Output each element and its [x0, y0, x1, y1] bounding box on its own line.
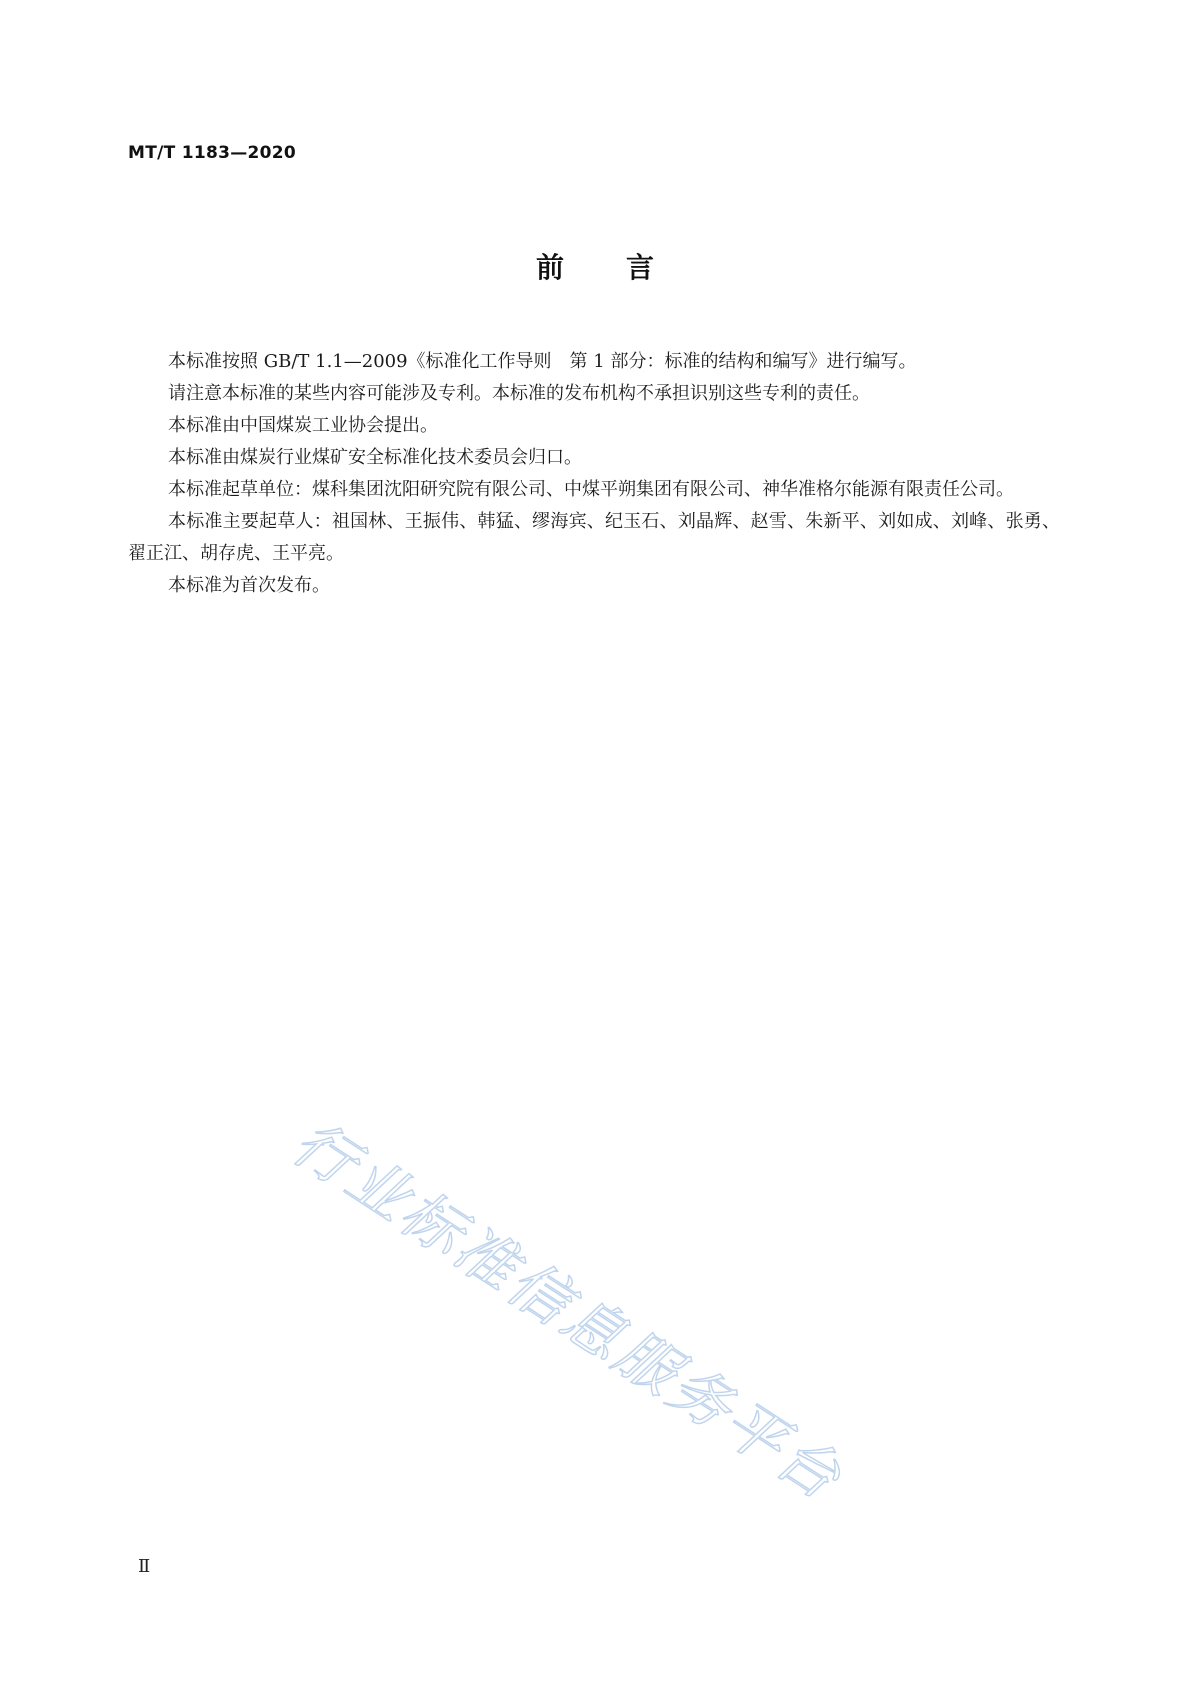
foreword-body — [128, 346, 1060, 602]
page-number: Ⅱ — [138, 1556, 151, 1577]
standard-code: MT/T 1183—2020 — [128, 143, 297, 163]
paragraph-main-drafters: 本标准主要起草人：祖国林、王振伟、韩猛、缪海宾、纪玉石、刘晶辉、赵雪、朱新平、刘如成、刘峰、张勇、翟正江、胡存虎、王平亮。 — [128, 511, 1060, 564]
page-title: 前言 — [535, 251, 716, 284]
paragraph-patent-notice: 请注意本标准的某些内容可能涉及专利。本标准的发布机构不承担识别这些专利的责任。 — [168, 383, 870, 404]
paragraph-proposer: 本标准由中国煤炭工业协会提出。 — [168, 415, 438, 436]
watermark: 行业标准信息服务平台 — [280, 1107, 856, 1516]
paragraph-first-publication: 本标准为首次发布。 — [168, 575, 330, 596]
paragraph-drafting-rules: 本标准按照 GB/T 1.1—2009《标准化工作导则 第 1 部分：标准的结构和编写》进行编写。 — [168, 351, 917, 372]
paragraph-drafting-organizations: 本标准起草单位：煤科集团沈阳研究院有限公司、中煤平朔集团有限公司、神华准格尔能源有限责任公司。 — [168, 479, 1014, 500]
paragraph-technical-committee: 本标准由煤炭行业煤矿安全标准化技术委员会归口。 — [168, 447, 582, 468]
